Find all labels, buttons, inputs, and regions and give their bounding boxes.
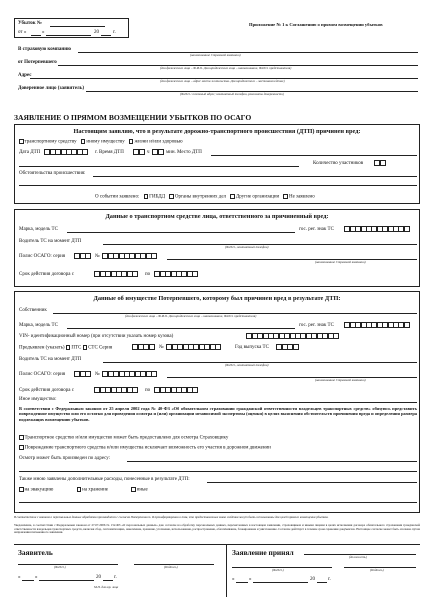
address-label: Адрес xyxy=(18,73,32,78)
loss-day-field[interactable] xyxy=(31,35,41,36)
footnote: В соответствии с законом о персональных данных обработка производится с согласия Потерпевшего. Я проинформирован о том, что предоставленные мною сведения могут быть использованы для целей прямого возмещения убытков. xyxy=(14,515,329,519)
vin-cells[interactable] xyxy=(247,333,339,339)
tow-checkbox[interactable] xyxy=(19,487,24,492)
not-reported-label: Не заявлено xyxy=(288,194,315,200)
victim-number-cells[interactable] xyxy=(103,371,157,377)
victim-driver-hint: (Ф.И.О., контактный телефон) xyxy=(225,363,269,367)
victim-plate-cells[interactable] xyxy=(345,322,410,328)
extra-costs-label: Также мною заявлены дополнительные расходы, понесенные в результате ДТП: xyxy=(19,477,190,482)
company-hint: (наименование Страховой компании) xyxy=(190,53,241,57)
applicant-day-field[interactable] xyxy=(22,580,34,581)
life-checkbox[interactable] xyxy=(129,139,134,144)
date-label: Дата ДТП xyxy=(19,150,41,155)
vin-label: VIN- идентификационный номер (при отсутствии указать номер кузова) xyxy=(19,334,174,339)
pts-label: ПТС xyxy=(71,345,82,351)
document-title: ЗАЯВЛЕНИЕ О ПРЯМОМ ВОЗМЕЩЕНИИ УБЫТКОВ ПО ОСАГО xyxy=(14,113,252,122)
victim-driver-label: Водитель ТС на момент ДТП xyxy=(19,357,82,362)
other-org-label: Другие организации xyxy=(235,194,280,200)
receiver-day-field[interactable] xyxy=(236,582,248,583)
victim-title: Данные об имуществе Потерпевшего, которому был причинен вред в результате ДТП: xyxy=(93,295,341,302)
culprit-driver-label: Водитель ТС на момент ДТП xyxy=(19,239,82,244)
to-company-label: В страховую компанию xyxy=(18,47,71,52)
victim-series-cells[interactable] xyxy=(75,371,91,377)
receiver-year: 20 xyxy=(310,577,315,582)
victim-term-label: Срок действия договора с xyxy=(19,388,74,393)
doc-number-sign: № xyxy=(159,345,164,350)
victim-term-to-label: по xyxy=(145,388,151,393)
applicant-date-close: » xyxy=(35,575,38,580)
receiver-fio-hint: (Ф.И.О.) xyxy=(272,568,284,572)
hour-cells[interactable] xyxy=(134,149,145,155)
participants-label: Количество участников xyxy=(313,161,364,166)
storage-checkbox[interactable] xyxy=(77,487,82,492)
available-label: Транспортное средство и/или имущество может быть предоставлено для осмотра Страховщику xyxy=(24,435,229,441)
receiver-year-suffix: г. xyxy=(328,577,331,582)
culprit-number-sign: № xyxy=(95,254,100,259)
doc-label: Предъявлен (указать) xyxy=(19,345,65,351)
culprit-insurer-hint: (наименование Страховой компании) xyxy=(315,260,366,264)
culprit-title: Данные о транспортном средстве лица, ответственного за причиненный вред: xyxy=(105,213,329,220)
date-cells[interactable] xyxy=(45,149,88,155)
property-label: иному имуществу xyxy=(86,139,125,145)
culprit-term-from-cells[interactable] xyxy=(95,271,138,277)
available-checkbox[interactable] xyxy=(19,435,24,440)
hour-label: ч xyxy=(147,150,150,155)
loss-date-from: от « xyxy=(18,30,27,35)
loss-year-suffix: г. xyxy=(113,30,116,35)
receiver-position-hint: (должность) xyxy=(349,555,367,559)
vehicle-label: транспортному средству xyxy=(24,139,77,145)
owner-hint: (для физического лица – Ф.И.О. Для юридического лица – наименование, Ф.И.О. представителя) xyxy=(125,314,257,318)
inspect-address-label: Осмотр может быть произведен по адресу: xyxy=(19,456,111,461)
receiver-sign-hint: (Подпись) xyxy=(370,568,384,572)
proxy-hint: (Ф.И.О.: почтовый адрес; контактный телефон, реквизиты доверенности) xyxy=(180,92,284,96)
culprit-series-cells[interactable] xyxy=(75,253,91,259)
excluded-option xyxy=(19,445,271,451)
reported-label: О событии заявлено: xyxy=(95,194,140,200)
culprit-term-to-label: по xyxy=(145,272,151,277)
applicant-year-field[interactable] xyxy=(103,580,113,581)
circumstances-field[interactable] xyxy=(93,176,417,177)
receiver-year-field[interactable] xyxy=(317,582,327,583)
inspect-address-field-2[interactable] xyxy=(19,471,417,472)
culprit-insurer-field[interactable] xyxy=(167,259,417,260)
culprit-section xyxy=(14,209,420,287)
time-label: г. Время ДТП xyxy=(95,150,124,155)
company-field[interactable] xyxy=(78,52,418,53)
receiver-date-open: « xyxy=(232,577,235,582)
pts-checkbox[interactable] xyxy=(66,345,71,350)
life-label: жизни и/или здоровью xyxy=(134,139,183,145)
applicant-title: Заявитель xyxy=(18,548,53,557)
storage-label: на хранение xyxy=(82,487,108,493)
culprit-driver-hint: (Ф.И.О., контактный телефон) xyxy=(225,245,269,249)
excluded-checkbox[interactable] xyxy=(19,445,24,450)
other-property-field[interactable] xyxy=(69,402,417,403)
loss-number-box xyxy=(14,18,129,38)
culprit-plate-label: гос. рег. знак ТС xyxy=(299,227,334,232)
address-hint: (для физического лица – адрес места жительства. Для юридического – местонахождение) xyxy=(160,79,285,83)
receiver-date-close: » xyxy=(249,577,252,582)
vehicle-checkbox[interactable] xyxy=(19,139,24,144)
victim-term-from-cells[interactable] xyxy=(95,387,138,393)
legal-note: Уведомление, в соответствии с Федеральным законом от 27.07.2006 № 152-ФЗ «О персональных данных» даю согласие на обработку персональных данных, перечисленных в настоящем заявлении, страховщиком и иными лицами в целях исполнения договора обязательного страхования гражданской ответственности владельцев транспортных средств, включая сбор, систематизацию, накопление, хранение, уточнение, использование, распространение, обезличивание, блокирование и уничтожение. Согласие действует в течение срока хранения документов. Настоящее согласие может быть отозвано путем направления письменного заявления. xyxy=(14,523,420,535)
applicant-year-suffix: г. xyxy=(114,575,117,580)
available-option xyxy=(19,435,228,441)
loss-number-label: Убыток № xyxy=(18,21,42,26)
signature-divider xyxy=(226,545,227,597)
victim-insurer-hint: (наименование Страховой компании) xyxy=(315,378,366,382)
victim-plate-label: гос. рег. знак ТС xyxy=(299,323,334,328)
victim-number-sign: № xyxy=(95,372,100,377)
extra-costs-row xyxy=(19,487,148,493)
incident-section xyxy=(14,124,420,204)
victim-make-label: Марка, модель ТС xyxy=(19,323,58,328)
owner-label: Собственник xyxy=(19,308,47,313)
culprit-number-cells[interactable] xyxy=(103,253,157,259)
loss-number-field[interactable] xyxy=(50,26,105,27)
culprit-plate-cells[interactable] xyxy=(345,226,410,232)
applicant-sign-hint: (Подпись) xyxy=(164,565,178,569)
gibdd-label: ГИБДД xyxy=(149,194,166,200)
culprit-make-label: Марка, модель ТС xyxy=(19,227,58,232)
sts-label: СТС Серия xyxy=(88,345,113,351)
other-costs-checkbox[interactable] xyxy=(131,487,136,492)
signature-section xyxy=(14,544,420,596)
inspect-address-field[interactable] xyxy=(127,461,417,462)
other-costs-label: иные xyxy=(136,487,148,493)
reported-row xyxy=(95,194,315,200)
victim-section xyxy=(14,291,420,513)
place-field[interactable] xyxy=(211,155,417,156)
minute-cells[interactable] xyxy=(153,149,164,155)
extra-costs-field[interactable] xyxy=(207,482,417,483)
loss-month-field[interactable] xyxy=(46,35,91,36)
victim-hint: (для физического лица – Ф.И.О. Для юридического лица – наименование, Ф.И.О. представителя) xyxy=(160,66,292,70)
appendix-title: Приложение № 1 к Соглашению о прямом возмещении убытков xyxy=(249,22,383,27)
incident-intro: Настоящим заявляю, что в результате дорожно-транспортного происшествия (ДТП) причинен вред: xyxy=(73,128,361,135)
applicant-date-open: « xyxy=(18,575,21,580)
circumstances-label: Обстоятельства происшествия: xyxy=(19,171,86,176)
circumstances-field-2[interactable] xyxy=(19,185,417,186)
culprit-make-field[interactable] xyxy=(67,232,295,233)
culprit-term-to-cells[interactable] xyxy=(155,271,198,277)
year-made-label: Год выпуска ТС xyxy=(235,345,269,350)
loss-date-mid: » xyxy=(42,30,45,35)
participants-cells[interactable] xyxy=(375,160,386,166)
police-checkbox[interactable] xyxy=(169,194,174,199)
extra-costs-field-2[interactable] xyxy=(19,502,417,503)
incident-options xyxy=(19,139,183,145)
legal-obligation-text: В соответствии с Федеральным законом от 25 апреля 2002 года № 40-ФЗ «Об обязательном страховании гражданской ответственности владельцев транспортных средств» обязуюсь представить поврежденное имущество или его остатки для проведения осмотра и (или) организации независимой экспертизы (оценки) в целях выяснения обстоятельств причинения вреда и определения размера подлежащих возмещению убытков. xyxy=(19,406,417,422)
doc-row xyxy=(19,345,112,351)
doc-series-cells[interactable] xyxy=(133,344,155,350)
year-made-cells[interactable] xyxy=(277,344,299,350)
culprit-term-label: Срок действия договора с xyxy=(19,272,74,277)
other-property-label: Иное имущество: xyxy=(19,397,57,402)
doc-number-cells[interactable] xyxy=(167,344,221,350)
receiver-month-field[interactable] xyxy=(253,582,308,583)
excluded-label: Повреждение транспортного средства и/или имущества исключает возможность его участия в дорожном движении xyxy=(24,445,271,451)
place-field-2[interactable] xyxy=(19,166,299,167)
sts-checkbox[interactable] xyxy=(83,345,88,350)
victim-term-to-cells[interactable] xyxy=(155,387,198,393)
place-label: мин. Место ДТП xyxy=(166,150,202,155)
loss-year: 20 xyxy=(94,30,99,35)
stamp-label: М.П. для юр. лица xyxy=(94,585,119,589)
victim-policy-label: Полис ОСАГО: серия xyxy=(19,372,66,377)
applicant-fio-hint: (Ф.И.О.) xyxy=(54,565,66,569)
victim-make-field[interactable] xyxy=(67,328,295,329)
from-victim-label: от Потерпевшего xyxy=(18,60,57,65)
not-reported-checkbox[interactable] xyxy=(283,194,288,199)
received-title: Заявление принял xyxy=(232,548,294,557)
police-label: Органы внутренних дел xyxy=(174,194,227,200)
applicant-month-field[interactable] xyxy=(39,580,94,581)
culprit-policy-label: Полис ОСАГО: серия xyxy=(19,254,66,259)
proxy-label: Доверенное лицо (заявитель) xyxy=(18,86,85,91)
property-checkbox[interactable] xyxy=(81,139,86,144)
loss-year-field[interactable] xyxy=(101,35,111,36)
victim-insurer-field[interactable] xyxy=(167,377,417,378)
applicant-fio-field[interactable] xyxy=(18,564,118,565)
other-org-checkbox[interactable] xyxy=(230,194,235,199)
applicant-year: 20 xyxy=(96,575,101,580)
tow-label: на эвакуацию xyxy=(24,487,54,493)
gibdd-checkbox[interactable] xyxy=(144,194,149,199)
